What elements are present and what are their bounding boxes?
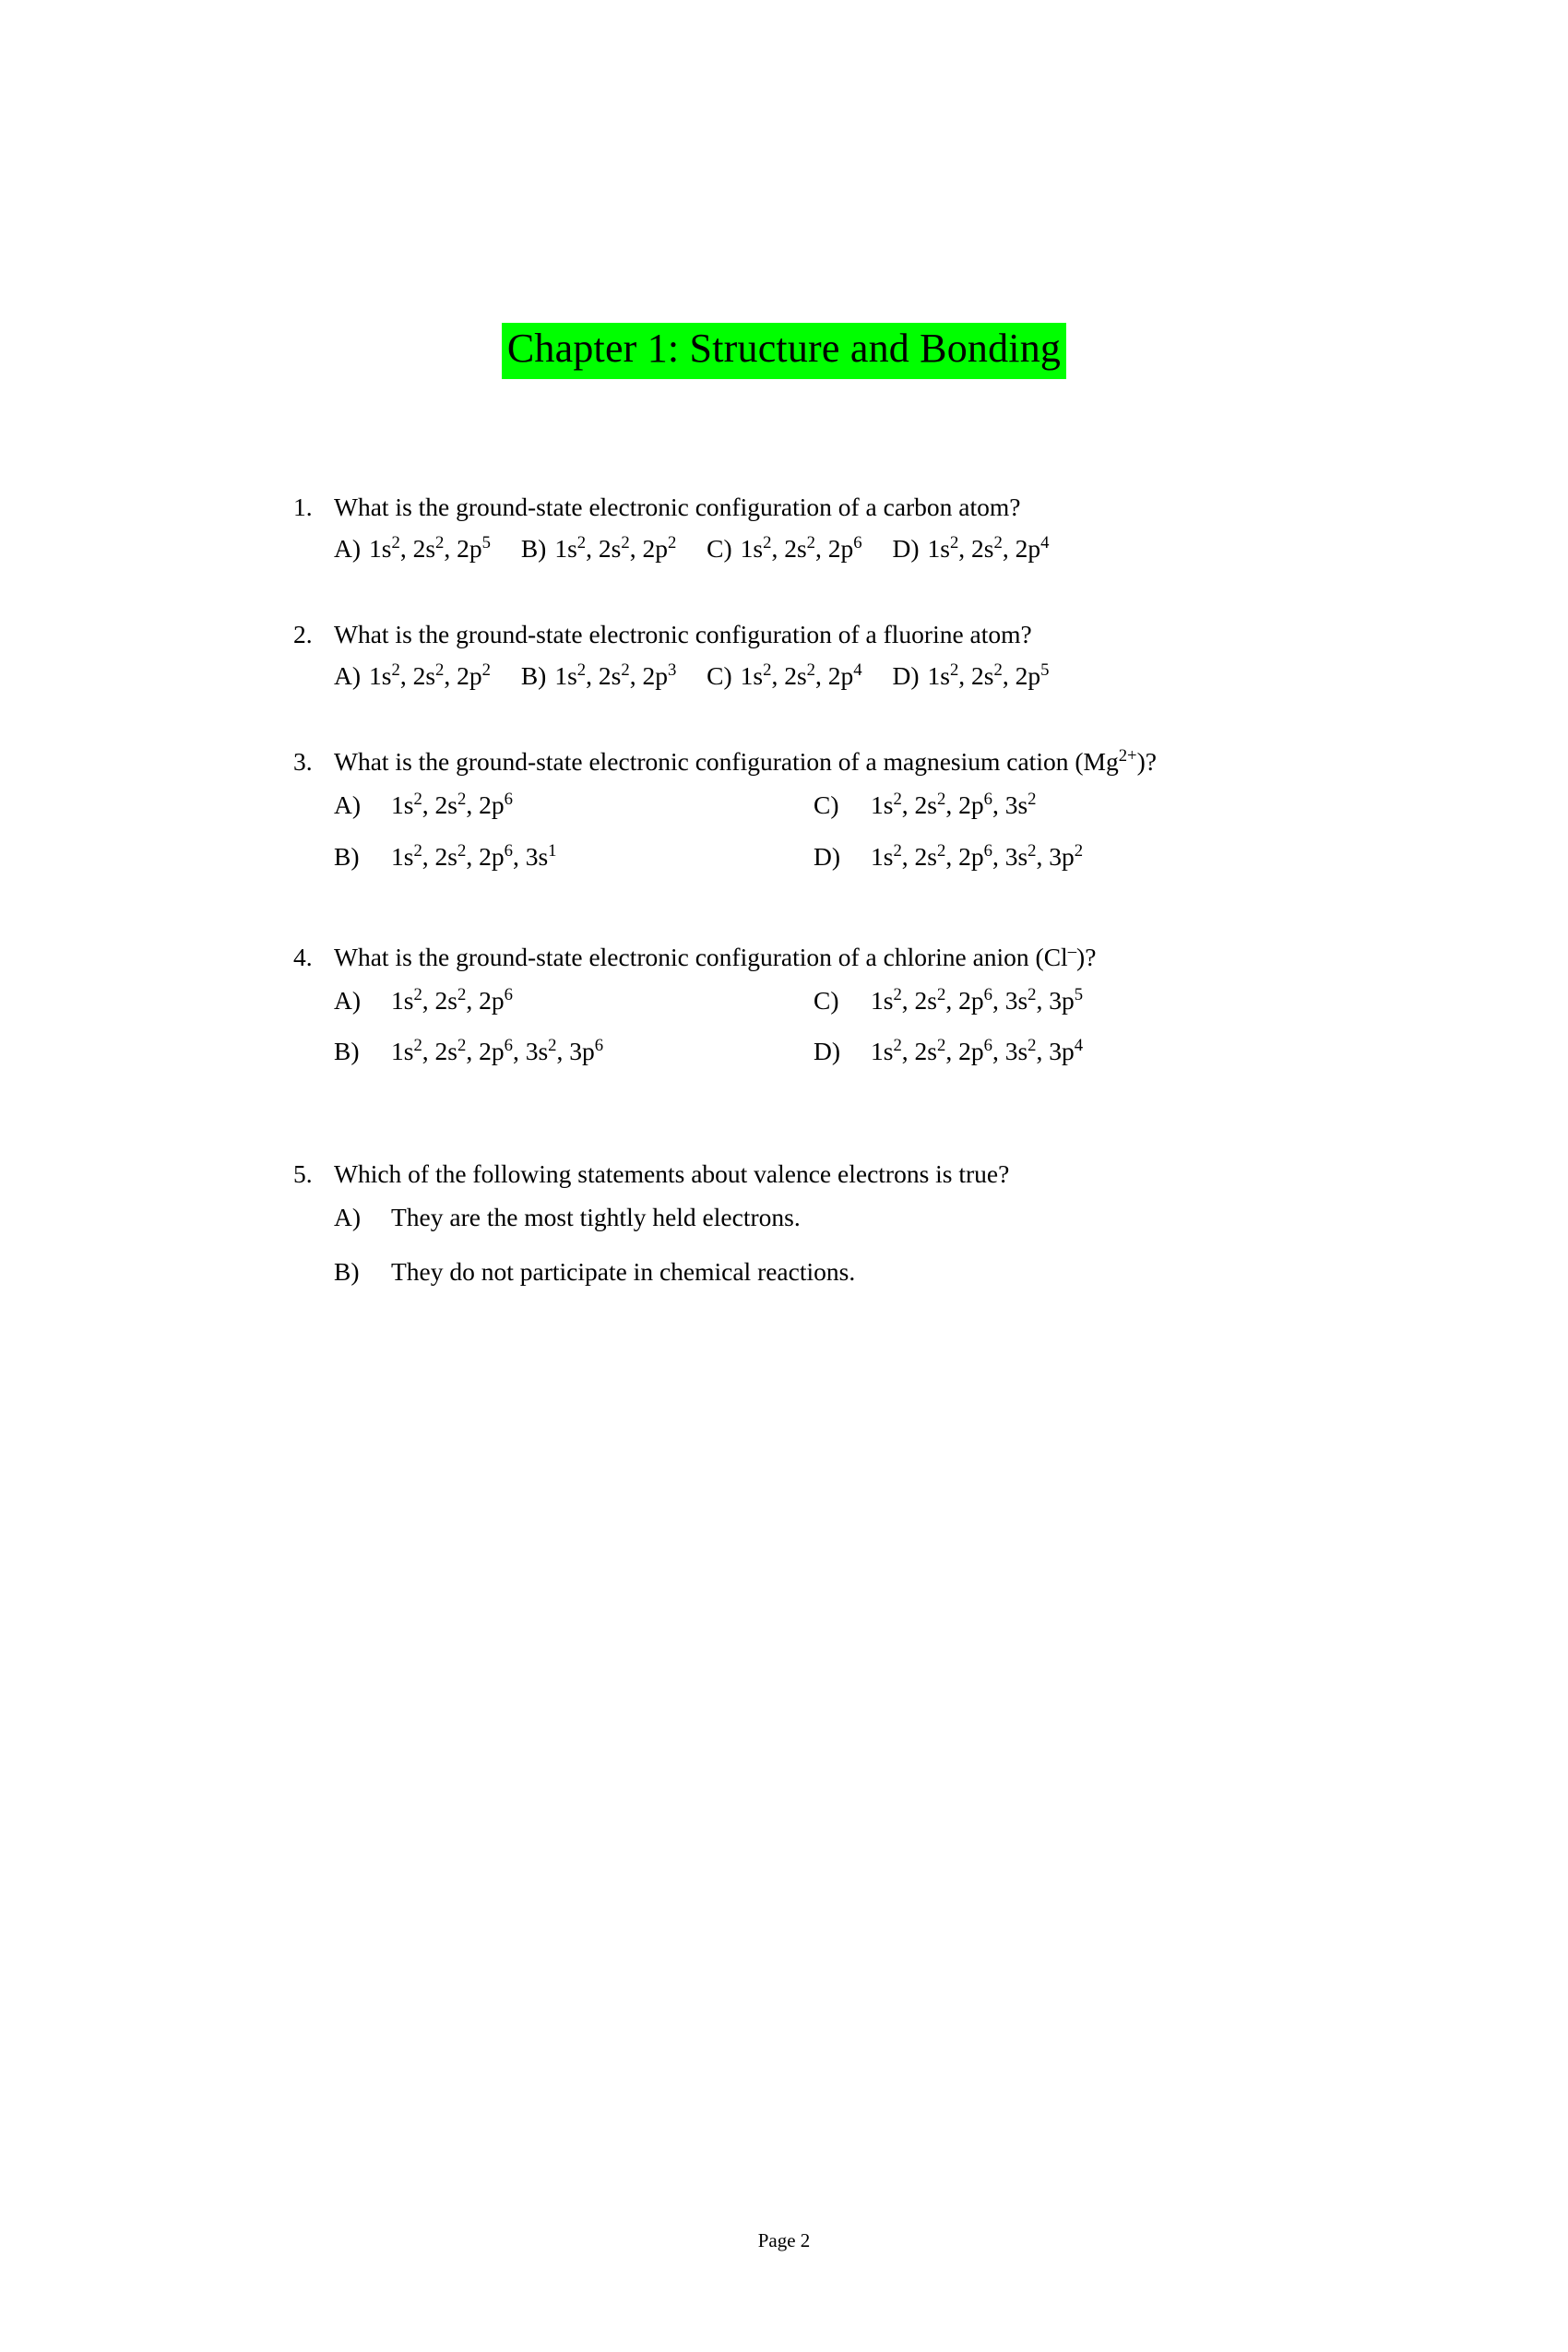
option-label: C): [707, 533, 732, 563]
question-text: What is the ground-state electronic configuration of a fluorine atom?: [334, 620, 1032, 649]
option-text: $1s^2$, $2s^2$, $2p^6$, $3s^2$, $3p^6$: [391, 1035, 604, 1065]
option-label: A): [334, 661, 362, 691]
questions-container: [205, 490, 1363, 1289]
option-text: $1s^2$, $2s^2$, $2p^6$, $3s^2$: [871, 790, 1037, 820]
answer-option[interactable]: [814, 1034, 1083, 1068]
option-label: D): [892, 533, 920, 563]
option-text: $1s^2$, $2s^2$, $2p^6$, $3s^2$, $3p^4$: [871, 1035, 1084, 1065]
option-text: $1s^2$, $2s^2$, $2p^6$: [391, 790, 513, 820]
option-label: B): [334, 841, 360, 871]
option-text: $1s^2$, $2s^2$, $2p^5$: [369, 532, 491, 563]
answer-option[interactable]: [334, 1254, 1363, 1289]
option-text: $1s^2$, $2s^2$, $2p^2$: [369, 660, 491, 691]
option-text: $1s^2$, $2s^2$, $2p^6$, $3s^1$: [391, 840, 557, 871]
option-text: $1s^2$, $2s^2$, $2p^4$: [927, 532, 1050, 563]
question-number: 4.: [293, 942, 313, 971]
question-text: What is the ground-state electronic configuration of a carbon atom?: [334, 492, 1021, 521]
option-text: $1s^2$, $2s^2$, $2p^6$: [740, 532, 862, 563]
option-label: C): [814, 985, 839, 1015]
answer-options: [293, 788, 1363, 873]
answer-option[interactable]: [814, 983, 1083, 1017]
answer-options: [293, 983, 1363, 1068]
question-item: [293, 940, 1363, 1068]
answer-option[interactable]: [334, 839, 814, 873]
answer-option[interactable]: [334, 661, 491, 690]
answer-option[interactable]: [334, 1200, 1363, 1234]
page-footer: Page 2: [757, 2229, 811, 2251]
option-label: C): [814, 790, 839, 820]
question-text: Which of the following statements about valence electrons is true?: [334, 1159, 1010, 1189]
answer-option[interactable]: [707, 661, 861, 690]
answer-option[interactable]: [334, 1034, 814, 1068]
answer-option[interactable]: [892, 661, 1049, 690]
option-label: B): [334, 1036, 360, 1065]
answer-option[interactable]: [814, 839, 1083, 873]
answer-options: [293, 659, 1363, 693]
option-label: A): [334, 985, 362, 1015]
answer-option[interactable]: [814, 788, 1036, 822]
option-label: D): [814, 1036, 841, 1065]
option-label: A): [334, 533, 362, 563]
question-item: [293, 1157, 1363, 1289]
question-text: What is the ground-state electronic configuration of a magnesium cation $(Mg^{2+})$?: [334, 746, 1157, 777]
question-number: 2.: [293, 620, 313, 649]
question-item: [293, 490, 1363, 565]
page-title: Chapter 1: Structure and Bonding: [502, 323, 1066, 379]
option-text: They are the most tightly held electrons.: [391, 1203, 801, 1232]
option-text: $1s^2$, $2s^2$, $2p^5$: [927, 660, 1050, 691]
option-label: D): [814, 841, 841, 871]
option-text: They do not participate in chemical reactions.: [391, 1257, 856, 1287]
answer-option[interactable]: [521, 661, 676, 690]
page-title-wrap: [0, 323, 1568, 379]
option-text: $1s^2$, $2s^2$, $2p^6$, $3s^2$, $3p^5$: [871, 984, 1084, 1015]
question-number: 1.: [293, 492, 313, 521]
question-item: [293, 744, 1363, 873]
option-label: A): [334, 790, 362, 820]
option-text: $1s^2$, $2s^2$, $2p^6$, $3s^2$, $3p^2$: [871, 840, 1084, 871]
option-text: $1s^2$, $2s^2$, $2p^6$: [391, 984, 513, 1015]
option-text: $1s^2$, $2s^2$, $2p^4$: [740, 660, 862, 691]
answer-option[interactable]: [334, 534, 491, 563]
option-text: $1s^2$, $2s^2$, $2p^2$: [554, 532, 677, 563]
option-label: D): [892, 661, 920, 691]
answer-options: [293, 531, 1363, 565]
question-number: 5.: [293, 1159, 313, 1189]
answer-option[interactable]: [334, 983, 814, 1017]
answer-options: [293, 1200, 1363, 1289]
option-text: $1s^2$, $2s^2$, $2p^3$: [554, 660, 677, 691]
question-text: What is the ground-state electronic configuration of a chlorine anion (Cl–)?: [334, 941, 1097, 971]
option-label: A): [334, 1203, 362, 1232]
question-number: 3.: [293, 747, 313, 777]
option-label: B): [334, 1257, 360, 1287]
answer-option[interactable]: [334, 788, 814, 822]
option-label: B): [520, 533, 547, 563]
document-page: [0, 323, 1568, 2352]
answer-option[interactable]: [892, 534, 1049, 563]
option-label: B): [520, 661, 547, 691]
question-item: [293, 617, 1363, 693]
answer-option[interactable]: [521, 534, 676, 563]
option-label: C): [707, 661, 732, 691]
answer-option[interactable]: [707, 534, 861, 563]
